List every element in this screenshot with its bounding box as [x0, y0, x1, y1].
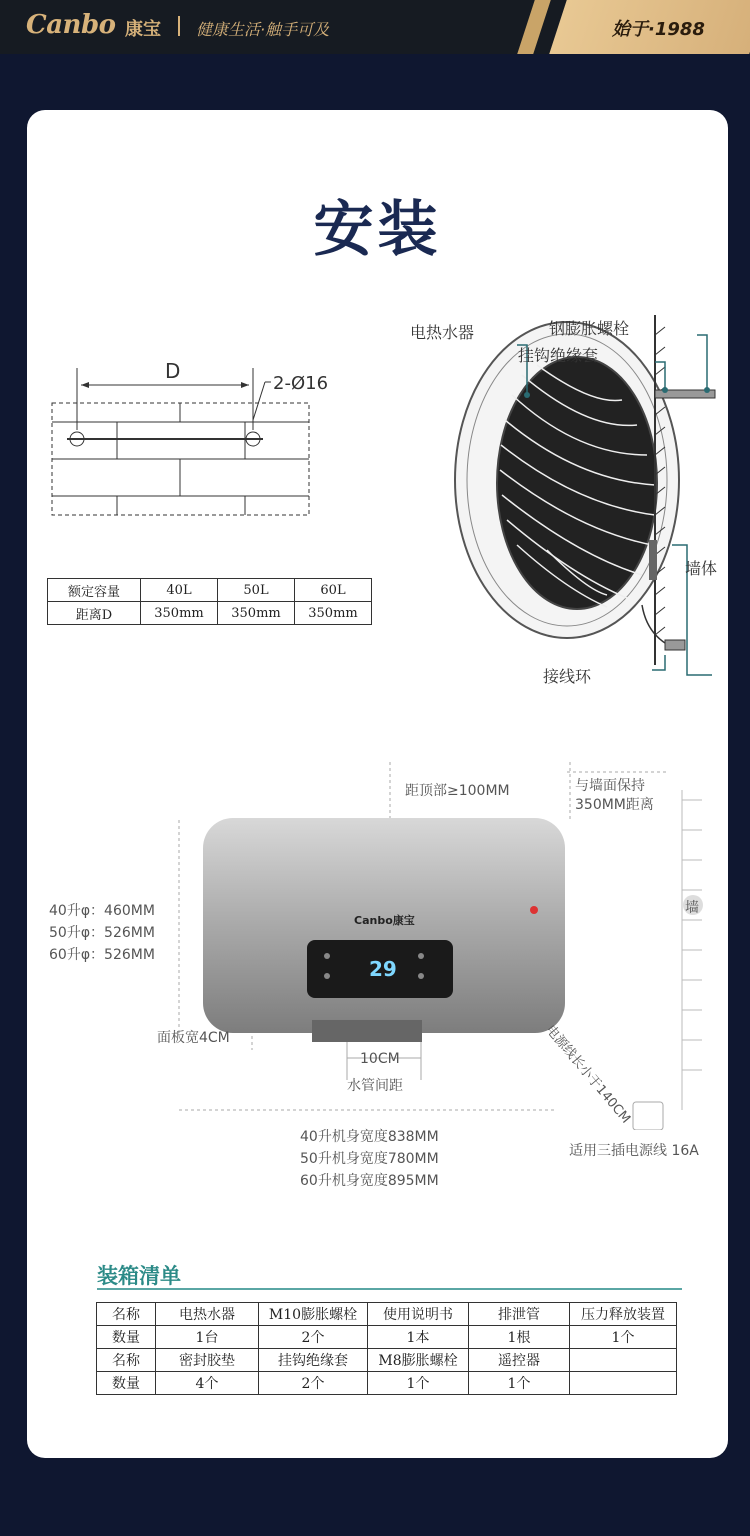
- label-width-60: 60升机身宽度895MM: [300, 1173, 439, 1189]
- label-pipe-distance-2: 水管间距: [347, 1078, 403, 1094]
- label-panel-width: 面板宽4CM: [157, 1030, 230, 1046]
- label-wall-char: 墙: [685, 900, 699, 916]
- table-row: 距离D 350mm 350mm 350mm: [48, 602, 372, 625]
- label-wall-distance-1: 与墙面保持: [575, 778, 645, 794]
- label-width-40: 40升机身宽度838MM: [300, 1129, 439, 1145]
- capacity-table: [47, 578, 372, 625]
- brand-name-cn: 康宝: [125, 19, 161, 40]
- label-top-distance: 距顶部≥100MM: [405, 783, 510, 799]
- label-wall: 墙体: [685, 559, 718, 578]
- brand-logo: Canbo: [26, 10, 116, 40]
- label-cord-length: 电源线长小于140CM: [542, 1022, 634, 1127]
- label-pipe-distance-1: 10CM: [360, 1051, 400, 1067]
- label-dia-50: 50升φ：526MM: [49, 925, 155, 941]
- since-label: 始于·1988: [612, 19, 705, 40]
- slogan: 健康生活·触手可及: [196, 20, 330, 39]
- packing-list-divider: [97, 1288, 682, 1290]
- label-dia-60: 60升φ：526MM: [49, 947, 155, 963]
- header-divider: [178, 16, 180, 36]
- packing-list-table: [96, 1302, 677, 1395]
- header-accent-stripe: [517, 0, 551, 54]
- label-hook-insulator: 挂钩绝缘套: [518, 346, 599, 365]
- label-width-50: 50升机身宽度780MM: [300, 1151, 439, 1167]
- display-value: 29: [369, 957, 397, 981]
- label-steel-bolt: 钢膨胀螺栓: [549, 319, 630, 338]
- wall-mount-diagram: [47, 350, 347, 530]
- packing-list-title: 装箱清单: [97, 1264, 181, 1288]
- label-wall-distance-2: 350MM距离: [575, 797, 654, 813]
- table-row: 数量 1台 2个 1本 1根 1个: [97, 1326, 677, 1349]
- page-title: 安装: [313, 195, 442, 265]
- dim-d-label: D: [165, 359, 181, 383]
- label-socket-note: 适用三插电源线 16A: [569, 1143, 699, 1159]
- content-card: [27, 110, 728, 1458]
- heater-logo: Canbo康宝: [354, 914, 415, 927]
- hole-label: 2-Ø16: [273, 373, 329, 394]
- header-bar: [0, 0, 750, 54]
- table-row: 名称 电热水器 M10膨胀螺栓 使用说明书 排泄管 压力释放装置: [97, 1303, 677, 1326]
- table-row: 数量 4个 2个 1个 1个: [97, 1372, 677, 1395]
- label-heater: 电热水器: [410, 323, 475, 342]
- label-dia-40: 40升φ：460MM: [49, 903, 155, 919]
- table-row: 名称 密封胶垫 挂钩绝缘套 M8膨胀螺栓 遥控器: [97, 1349, 677, 1372]
- label-ring: 接线环: [543, 667, 592, 686]
- table-row: 额定容量 40L 50L 60L: [48, 579, 372, 602]
